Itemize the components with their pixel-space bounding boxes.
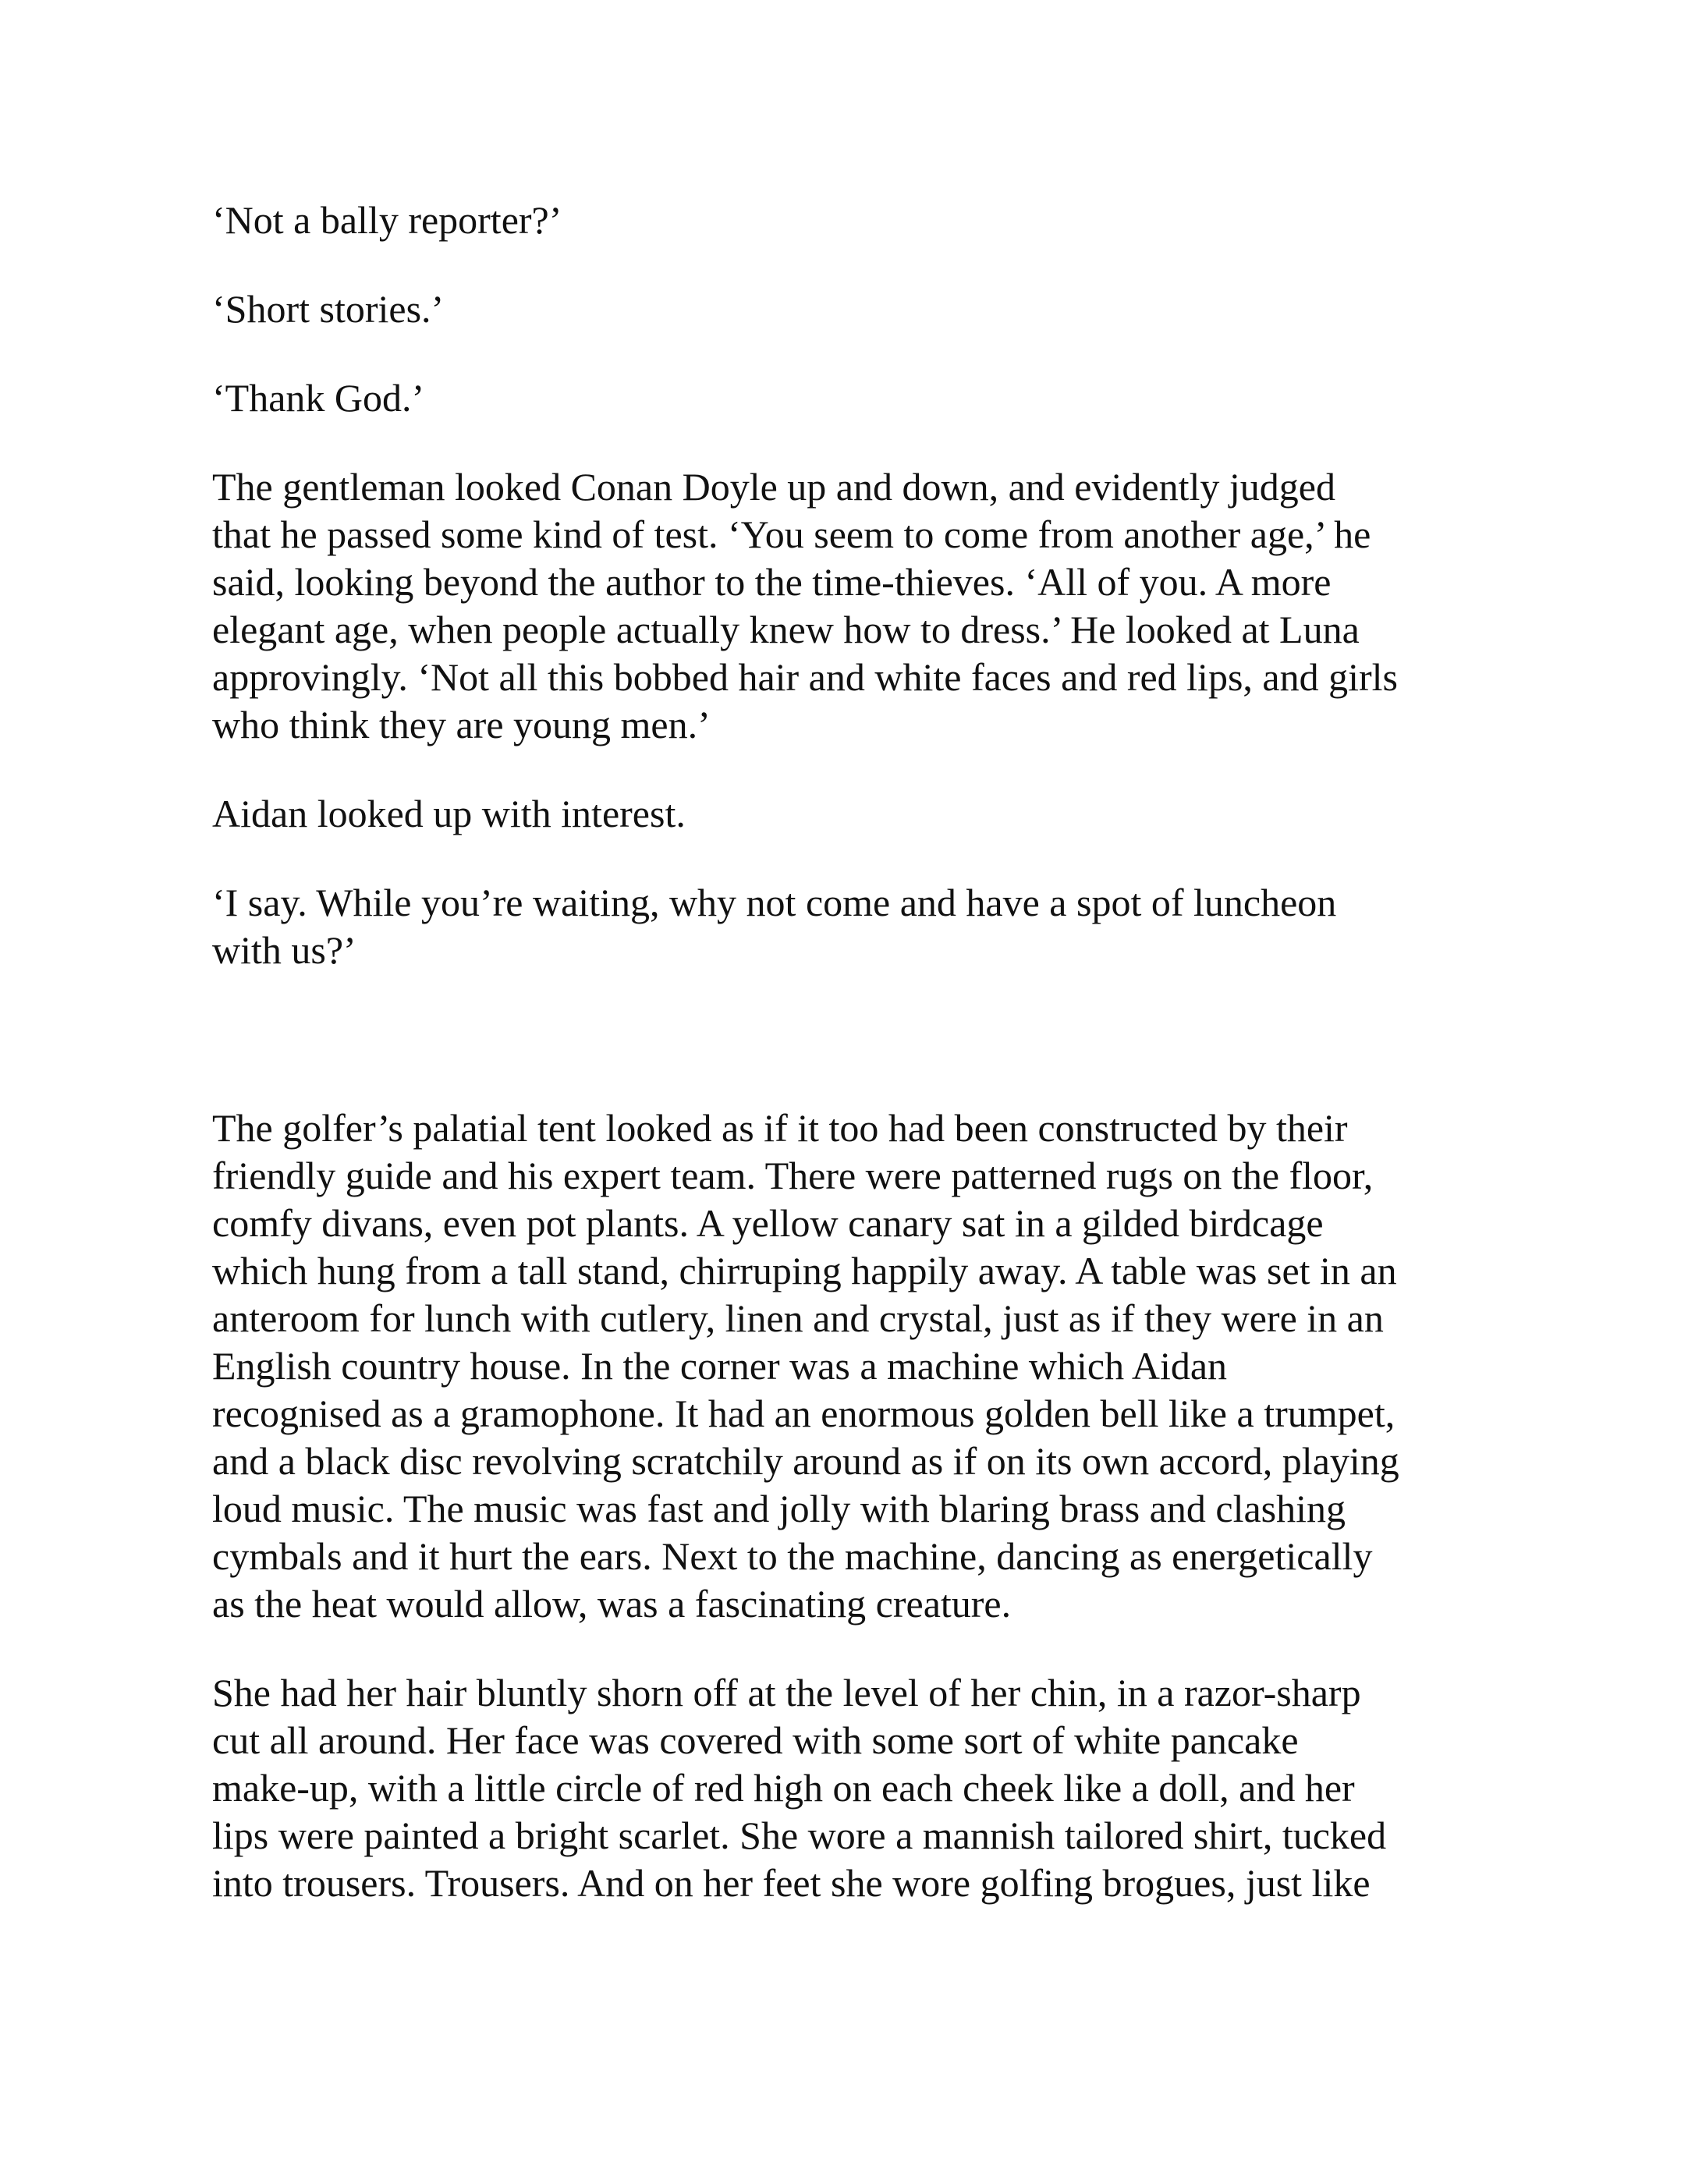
paragraph-luncheon-invitation: ‘I say. While you’re waiting, why not come and have a spot of luncheon with us?’ (212, 881, 1337, 972)
paragraph-aidan-looked-up: Aidan looked up with interest. (212, 792, 686, 835)
document-page (212, 197, 1491, 1948)
paragraph-golfer-tent: The golfer’s palatial tent looked as if it too had been constructed by their friendly guide and his expert team. There were patterned rugs on the floor, comfy divans, even pot plants. A yellow canary sat in a gilded birdcage which hung from a tall stand, chirruping happily away. A table was set in an anteroom for lunch with cutlery, linen and crystal, just as if they were in an English country house. In the corner was a machine which Aidan recognised as a gramophone. It had an enormous golden bell like a trumpet, and a black disc revolving scratchily around as if on its own accord, playing loud music. The music was fast and jolly with blaring brass and clashing cymbals and it hurt the ears. Next to the machine, dancing as energetically as the heat would allow, was a fascinating creature. (212, 1106, 1399, 1626)
paragraph-not-a-bally-reporter: ‘Not a bally reporter?’ (212, 198, 562, 242)
paragraph-short-stories: ‘Short stories.’ (212, 287, 445, 331)
paragraph-thank-god: ‘Thank God.’ (212, 376, 425, 420)
paragraph-gentleman-looked: The gentleman looked Conan Doyle up and down, and evidently judged that he passed some kind of test. ‘You seem to come from another age,’ he said, looking beyond the author to the time-thieves. ‘All of you. A more elegant age, when people actually knew how to dress.’ He looked at Luna approvingly. ‘Not all this bobbed hair and white faces and red lips, and girls who think they are young men.’ (212, 465, 1398, 746)
paragraph-hair-bluntly-shorn: She had her hair bluntly shorn off at the level of her chin, in a razor-sharp cut all around. Her face was covered with some sort of white pancake make-up, with a little circle of red high on each cheek like a doll, and her lips were painted a bright scarlet. She wore a mannish tailored shirt, tucked into trousers. Trousers. And on her feet she wore golfing brogues, just like (212, 1671, 1387, 1905)
